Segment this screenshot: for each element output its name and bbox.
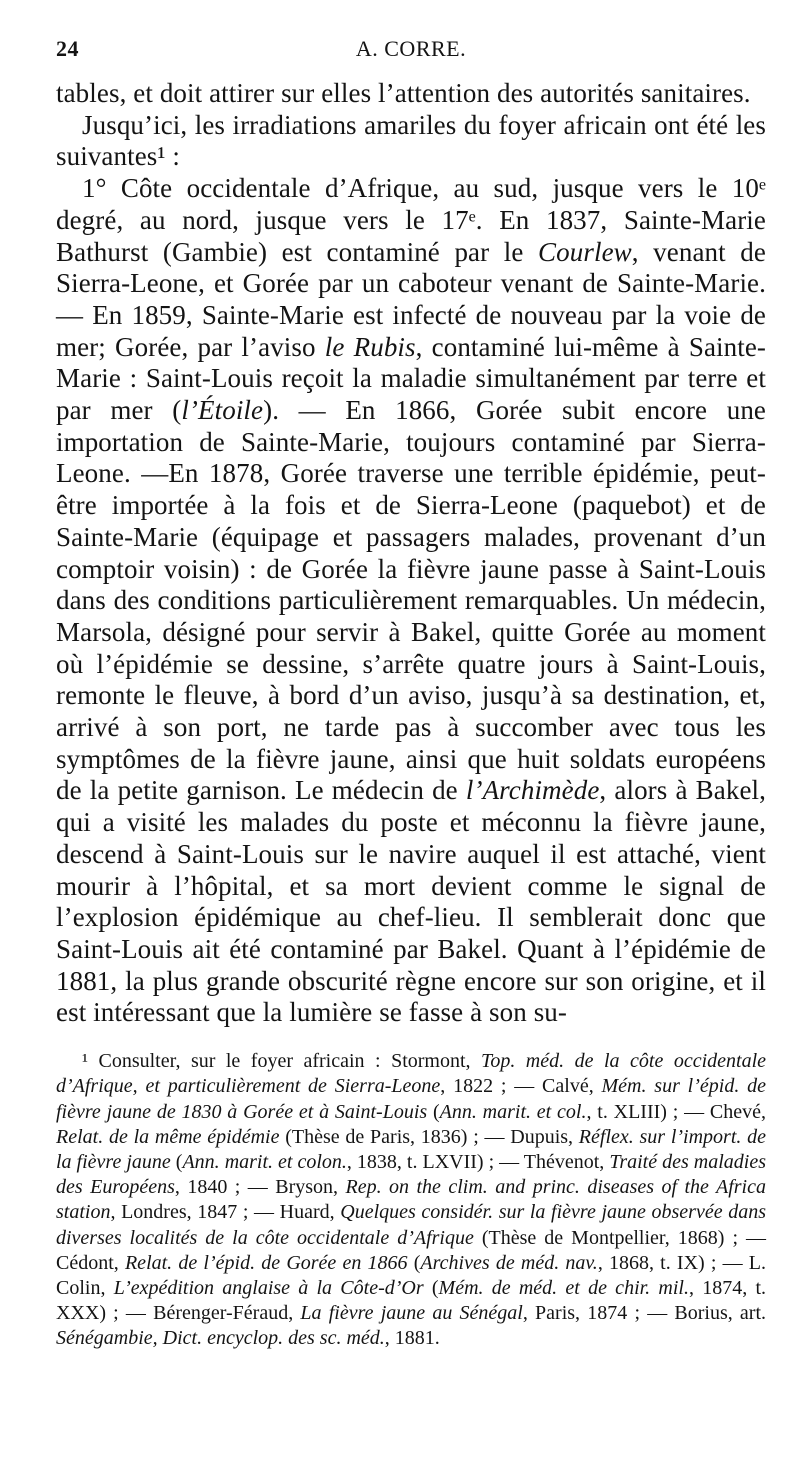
ship-name-archimede: l’Archimède <box>465 775 600 806</box>
citation-title: Relat. de la même épidémie <box>56 1125 280 1148</box>
citation-title: Sénégambie, Dict. encyclop. des sc. méd. <box>56 1327 385 1350</box>
text-run: ( <box>407 1251 421 1274</box>
page-header <box>56 30 766 64</box>
citation-title: Mém. de méd. et de chir. mil. <box>438 1276 689 1299</box>
text-run: , contaminé lui-même à Sainte-Marie : Saint-Louis reçoit la maladie simultanément par terre et par mer ( <box>56 331 767 426</box>
paragraph-continuation: tables, et doit attirer sur elles l’attention des autorités sanitaires. <box>56 78 751 108</box>
citation-title: Traité des maladies des Européens <box>56 1150 766 1199</box>
text-run: (Thèse de Paris, 1836) ; — Dupuis, <box>279 1125 579 1148</box>
citation-title: Réflex. sur l’import. de la fièvre jaune <box>56 1125 767 1173</box>
citation-title: Relat. de l’épid. de Gorée en 1866 <box>124 1251 408 1274</box>
text-run: (Thèse de Montpellier, 1868) ; — Cédont, <box>56 1226 766 1274</box>
text-run: ). — En 1866, Gorée subit encore une importation de Sainte-Marie, toujours contaminé par Sierra-Leone. —En 1878, Gorée traverse une terrible épidémie, peut-être importée à la fois et de Sierra-Leone (paquebot) et de Sainte-Marie (équipage et passagers malades, provenant d’un comptoir voisin) : de Gorée la fièvre jaune passe à Saint-Louis dans des conditions particulièrement remarquables. Un médecin, Marsola, désigné pour servir à Bakel, quitte Gorée au moment où l’épidémie se dessine, s’arrête quatre jours à Saint-Louis, remonte le fleuve, à bord d’un aviso, jusqu’à sa destination, et, arrivé à son port, ne tarde pas à succomber avec tous les symptômes de la fièvre jaune, ainsi que huit soldats européens de la petite garnison. Le médecin de <box>56 395 767 806</box>
text-run: , Paris, 1874 ; — Borius, art. <box>522 1302 767 1325</box>
text-run: , 1838, t. LXVII) ; — Thévenot, <box>346 1150 610 1173</box>
text-run: , 1868, t. IX) ; — L. Colin, <box>56 1251 767 1299</box>
ship-name-etoile: l’Étoile <box>181 395 264 426</box>
citation-title: Top. méd. de la côte occidentale d’Afrique, et particulièrement de Sierra-Leone <box>56 1050 767 1098</box>
text-run: 1° Côte occidentale d’Afrique, au sud, jusque vers le 10ᵉ degré, au nord, jusque vers le 17ᵉ. En 1837, Sainte-Marie Bathurst (Gambie) est contaminé par le <box>56 173 766 267</box>
text-run: , t. XLIII) ; — Chevé, <box>586 1100 766 1123</box>
text-run: , 1822 ; — Calvé, <box>440 1075 602 1098</box>
text-run: , alors à Bakel, qui a visité les malades du poste et méconnu la fièvre jaune, descend à Saint-Louis sur le navire auquel il est attaché, vient mourir à l’hôpital, et sa mort devient comme le signal de l’explosion épidémique au chef-lieu. Il semblerait donc que Saint-Louis ait été contaminé par Bakel. Quant à l’épidémie de 1881, la plus grande obscurité règne encore sur son origine, et il est intéressant que la lumière se fasse à son su- <box>56 775 767 1028</box>
ship-name-courlew: Courlew <box>538 236 632 267</box>
running-head: A. CORRE. <box>355 36 467 61</box>
citation-title: L’expédition anglaise à la Côte-d’Or <box>113 1276 424 1299</box>
citation-title: Ann. marit. et col. <box>439 1100 587 1123</box>
paragraph-west-africa <box>56 173 766 1029</box>
text-run: , Londres, 1847 ; — Huard, <box>110 1201 341 1224</box>
paragraph-intro: Jusqu’ici, les irradiations amariles du foyer africain ont été les suivantes¹ : <box>56 109 766 172</box>
footnote-1 <box>56 1049 766 1351</box>
citation-title: Ann. marit. et colon. <box>182 1150 347 1173</box>
citation-title: Rep. on the clim. and princ. diseases of the Africa station <box>56 1176 766 1224</box>
citation-title: Mém. sur l’épid. de fièvre jaune de 1830 à Gorée et à Saint-Louis <box>56 1075 767 1123</box>
text-run: ( <box>423 1276 439 1299</box>
text-run: ( <box>427 1100 440 1123</box>
text-run: , 1881. <box>384 1327 440 1350</box>
text-run: , 1840 ; — Bryson, <box>174 1176 346 1199</box>
citation-title: Quelques considér. sur la fièvre jaune observée dans diverses localités de la côte occidentale d’Afrique <box>56 1201 766 1249</box>
text-run: , venant de Sierra-Leone, et Gorée par un caboteur venant de Sainte-Marie. — En 1859, Sainte-Marie est infecté de nouveau par la voie de mer; Gorée, par l’aviso <box>56 236 766 362</box>
text-run: ( <box>170 1150 183 1173</box>
page-number: 24 <box>56 36 79 61</box>
ship-name-rubis: le Rubis <box>324 331 416 362</box>
book-page <box>56 30 766 1352</box>
text-run: , 1874, t. XXX) ; — Bérenger-Féraud, <box>56 1276 767 1325</box>
citation-title: La fièvre jaune au Sénégal <box>300 1302 523 1325</box>
body-text <box>56 78 766 1029</box>
text-run: ¹ Consulter, sur le foyer africain : Stormont, <box>82 1050 482 1073</box>
footnotes <box>56 1049 766 1351</box>
citation-title: Archives de méd. nav. <box>420 1251 598 1274</box>
